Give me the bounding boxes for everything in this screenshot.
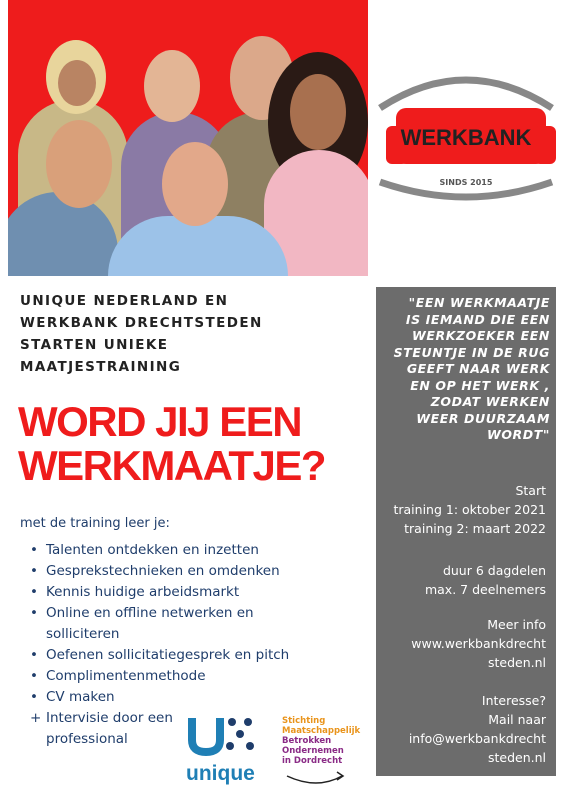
- email-link-cont[interactable]: steden.nl: [487, 750, 546, 765]
- stichting-line: Stichting: [282, 716, 326, 726]
- start-label: Start: [515, 483, 546, 498]
- bullet-mark: •: [30, 605, 38, 621]
- list-item-text: CV maken: [46, 689, 115, 705]
- arrow-icon: [282, 768, 352, 788]
- intro-line: MAATJESTRAINING: [20, 359, 182, 375]
- website-link[interactable]: www.werkbankdrecht: [411, 636, 546, 651]
- stichting-logo: [282, 716, 362, 791]
- list-item-text: Intervisie door een professional: [46, 710, 173, 747]
- list-item: [30, 603, 330, 645]
- list-item-text: Complimentenmethode: [46, 668, 206, 684]
- bullet-mark: •: [30, 668, 38, 684]
- max-participants-text: max. 7 deelnemers: [424, 582, 546, 597]
- training-2-date: training 2: maart 2022: [404, 521, 546, 536]
- list-item: [30, 582, 330, 603]
- bullet-mark: •: [30, 542, 38, 558]
- quote-line: WERKZOEKER EEN: [411, 328, 550, 343]
- mail-label: Mail naar: [488, 712, 546, 727]
- werkbank-logo: [376, 0, 556, 276]
- list-item-text: Oefenen sollicitatiegesprek en pitch: [46, 647, 290, 663]
- stichting-line: Ondernemen: [282, 746, 344, 756]
- training-1-date: training 1: oktober 2021: [393, 502, 546, 517]
- stichting-line: Maatschappelijk: [282, 726, 361, 736]
- quote-line: STEUNTJE IN DE RUG: [393, 344, 550, 360]
- interest-label: Interesse?: [481, 693, 546, 708]
- quote-line: "EEN WERKMAATJE: [408, 295, 550, 310]
- unique-logo: [186, 712, 266, 785]
- training-subhead: met de training leer je:: [20, 516, 170, 531]
- bullet-mark: •: [30, 647, 38, 663]
- intro-line: WERKBANK DRECHTSTEDEN: [20, 315, 263, 331]
- quote-line: WEER DUURZAAM: [416, 410, 550, 426]
- bullet-mark: •: [30, 689, 38, 705]
- quote-text: [384, 295, 550, 444]
- werkbank-since-text: SINDS 2015: [439, 178, 493, 187]
- unique-logo-mark: [186, 712, 266, 756]
- list-item: [30, 561, 330, 582]
- stichting-line: in Dordrecht: [282, 756, 343, 766]
- quote-line: ZODAT WERKEN: [430, 394, 550, 409]
- intro-line: UNIQUE NEDERLAND EN: [20, 293, 229, 309]
- list-item: [30, 708, 196, 750]
- list-item: [30, 645, 330, 666]
- quote-line: IS IEMAND DIE EEN: [405, 311, 550, 327]
- bullet-mark: •: [30, 584, 38, 600]
- email-link[interactable]: info@werkbankdrecht: [408, 731, 546, 746]
- list-item-text: Talenten ontdekken en inzetten: [46, 542, 259, 558]
- bullet-mark: •: [30, 563, 38, 579]
- unique-logo-text: unique: [186, 762, 255, 785]
- intro-line: STARTEN UNIEKE: [20, 337, 169, 353]
- list-item-text: Online en offline netwerken en solliciteren: [46, 605, 254, 642]
- list-item: [30, 687, 330, 708]
- info-panel: [376, 287, 556, 776]
- details-info: [425, 561, 546, 599]
- werkbank-logo-text: WERKBANK: [400, 125, 532, 150]
- intro-text: [20, 290, 360, 378]
- quote-line: WORDT": [486, 427, 550, 442]
- list-item-text: Kennis huidige arbeidsmarkt: [46, 584, 240, 600]
- list-item: [30, 540, 330, 561]
- quote-line: GEEFT NAAR WERK: [406, 361, 550, 376]
- more-info-label: Meer info: [487, 617, 546, 632]
- list-item-text: Gesprekstechnieken en omdenken: [46, 563, 280, 579]
- duration-text: duur 6 dagdelen: [442, 563, 546, 578]
- start-info: [393, 481, 546, 538]
- stichting-line: Betrokken: [282, 736, 332, 746]
- interest-info: [409, 691, 546, 767]
- headline-line: WORD JIJ EEN: [18, 398, 302, 445]
- list-item: [30, 666, 330, 687]
- quote-line: EN OP HET WERK ,: [410, 377, 550, 393]
- headline: [18, 400, 368, 488]
- website-link-cont[interactable]: steden.nl: [487, 655, 546, 670]
- bullet-mark: +: [30, 710, 42, 726]
- headline-line: WERKMAATJE?: [18, 442, 326, 489]
- more-info: [411, 615, 546, 672]
- group-photo: [8, 0, 368, 276]
